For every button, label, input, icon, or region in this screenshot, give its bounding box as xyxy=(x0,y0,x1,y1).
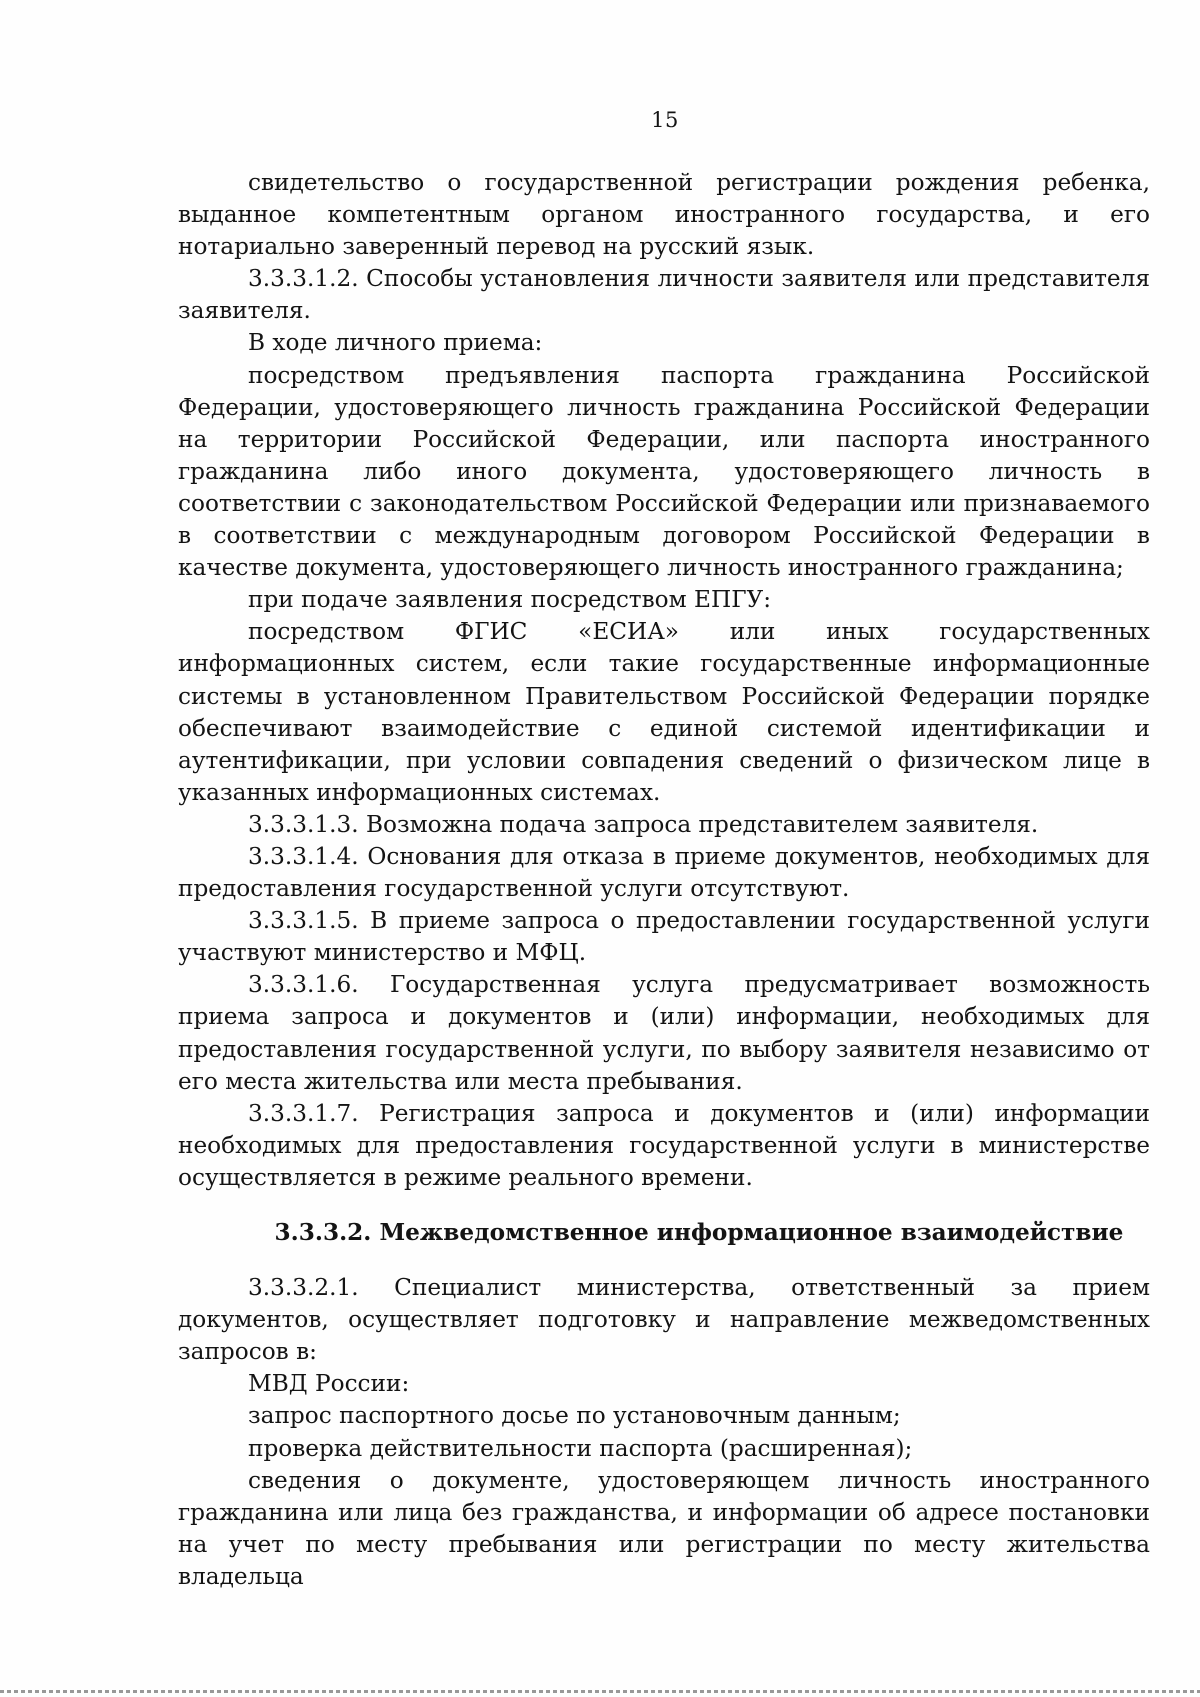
section-heading: 3.3.3.2. Межведомственное информационное взаимодействие xyxy=(274,1219,1124,1246)
paragraph: проверка действительности паспорта (расширенная); xyxy=(248,1434,913,1462)
paragraph: 3.3.3.1.4. Основания для отказа в приеме документов, необходимых для предоставления государственной услуги отсутствуют. xyxy=(178,842,1150,903)
paragraph: МВД России: xyxy=(248,1370,410,1398)
paragraph: 3.3.3.1.2. Способы установления личности заявителя или представителя заявителя. xyxy=(178,265,1150,325)
paragraph: посредством ФГИС «ЕСИА» или иных государственных информационных систем, если такие государственные информационные системы в установленном Правительством Российской Федерации порядке обеспечивают взаимодействие с единой системой идентификации и аутентификации, при условии совпадения сведений о физическом лице в указанных информационных системах. xyxy=(178,618,1150,806)
paragraph: посредством предъявления паспорта гражданина Российской Федерации, удостоверяющего личность гражданина Российской Федерации на территории Российской Федерации, или паспорта иностранного гражданина либо иного документа, удостоверяющего личность в соответствии с законодательством Российской Федерации или признаваемого в соответствии с международным договором Российской Федерации в качестве документа, удостоверяющего личность иностранного гражданина; xyxy=(178,361,1150,582)
paragraph: 3.3.3.1.6. Государственная услуга предусматривает возможность приема запроса и документов и (или) информации, необходимых для предоставления государственной услуги, по выбору заявителя независимо от его места жительства или места пребывания. xyxy=(178,971,1150,1095)
paragraph: при подаче заявления посредством ЕПГУ: xyxy=(248,586,772,614)
paragraph: 3.3.3.1.5. В приеме запроса о предоставлении государственной услуги участвуют министерство и МФЦ. xyxy=(178,907,1150,967)
paragraph: сведения о документе, удостоверяющем личность иностранного гражданина или лица без гражданства, и информации об адресе постановки на учет по месту пребывания или регистрации по месту жительства владельца xyxy=(178,1466,1150,1590)
document-body xyxy=(178,167,1150,1593)
paragraph: 3.3.3.2.1. Специалист министерства, ответственный за прием документов, осуществляет подготовку и направление межведомственных запросов в: xyxy=(178,1274,1150,1366)
page-number: 15 xyxy=(651,108,679,132)
paragraph: свидетельство о государственной регистрации рождения ребенка, выданное компетентным органом иностранного государства, и его нотариально заверенный перевод на русский язык. xyxy=(178,169,1150,261)
paragraph: 3.3.3.1.7. Регистрация запроса и документов и (или) информации необходимых для предоставления государственной услуги в министерстве осуществляется в режиме реального времени. xyxy=(178,1099,1150,1191)
paragraph: 3.3.3.1.3. Возможна подача запроса представителем заявителя. xyxy=(248,810,1039,838)
scan-edge-line xyxy=(0,1690,1200,1693)
paragraph: запрос паспортного досье по установочным данным; xyxy=(248,1402,901,1430)
paragraph: В ходе личного приема: xyxy=(248,329,543,357)
